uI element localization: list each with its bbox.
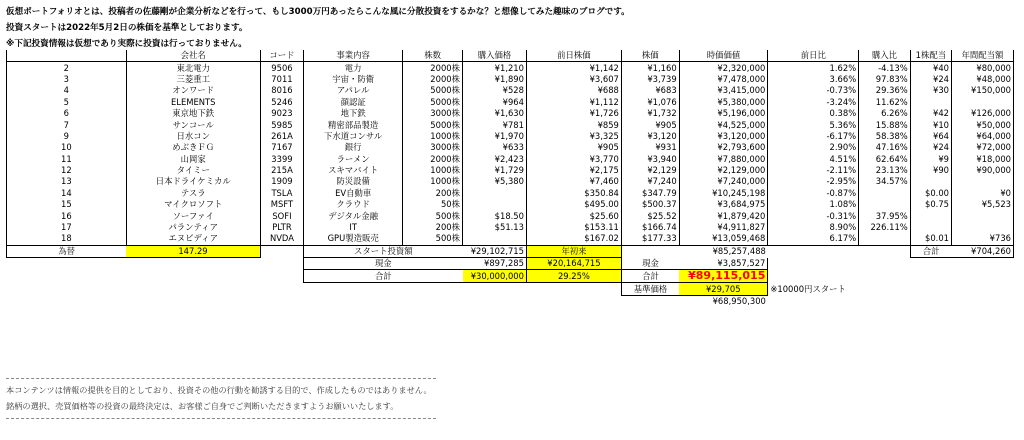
table-cell: ¥2,423 bbox=[463, 154, 527, 165]
table-cell: ¥964 bbox=[463, 97, 527, 108]
table-cell: $347.79 bbox=[621, 188, 679, 199]
header-cell bbox=[7, 50, 127, 62]
table-cell: GPU製造販売 bbox=[304, 233, 403, 245]
header-cell: 購入比 bbox=[859, 50, 911, 62]
table-cell: 山岡家 bbox=[126, 154, 260, 165]
table-cell: 34.57% bbox=[859, 176, 911, 187]
header-cell: 時価価値 bbox=[679, 50, 768, 62]
fx-value: 147.29 bbox=[126, 245, 260, 257]
table-cell: ¥1,726 bbox=[526, 108, 621, 119]
base-value: ¥29,705 bbox=[679, 283, 768, 295]
ytd-pct: 29.25% bbox=[526, 270, 621, 283]
table-row bbox=[7, 233, 1014, 245]
table-cell: マイクロソフト bbox=[126, 199, 260, 210]
table-cell: 10 bbox=[7, 142, 127, 153]
table-cell: 三菱重工 bbox=[126, 74, 260, 85]
table-cell: IT bbox=[304, 222, 403, 233]
header-cell: 前日比 bbox=[768, 50, 859, 62]
table-row bbox=[7, 131, 1014, 142]
table-cell: 2000株 bbox=[403, 62, 463, 74]
table-cell: エヌビディア bbox=[126, 233, 260, 245]
table-cell: 16 bbox=[7, 210, 127, 221]
intro-line-3: ※下記投資情報は仮想であり実際に投資は行っておりません。 bbox=[6, 39, 247, 49]
table-cell: 宇宙・防衛 bbox=[304, 74, 403, 85]
table-cell: 58.38% bbox=[859, 131, 911, 142]
table-cell: 1000株 bbox=[403, 165, 463, 176]
table-cell: ¥42 bbox=[910, 108, 951, 119]
market-total: ¥85,257,488 bbox=[712, 246, 766, 257]
table-cell: ¥24 bbox=[910, 74, 951, 85]
table-cell: 2.90% bbox=[768, 142, 859, 153]
table-row bbox=[7, 119, 1014, 130]
table-cell: ¥1,890 bbox=[463, 74, 527, 85]
table-cell: ¥3,415,000 bbox=[679, 85, 768, 96]
table-cell: -2.11% bbox=[768, 165, 859, 176]
table-cell bbox=[952, 210, 1014, 221]
base-note: ※10000円スタート bbox=[770, 283, 846, 294]
table-cell: デジタル金融 bbox=[304, 210, 403, 221]
table-cell: 0.38% bbox=[768, 108, 859, 119]
table-cell: タイミー bbox=[126, 165, 260, 176]
table-cell: ¥3,684,975 bbox=[679, 199, 768, 210]
table-cell: ¥1,729 bbox=[463, 165, 527, 176]
table-row bbox=[7, 62, 1014, 74]
table-cell: ¥13,059,468 bbox=[679, 233, 768, 245]
table-cell: 6 bbox=[7, 108, 127, 119]
table-cell: 215A bbox=[260, 165, 303, 176]
cash2-label: 現金 bbox=[621, 258, 679, 270]
table-cell: 4 bbox=[7, 85, 127, 96]
table-cell: 下水道コンサル bbox=[304, 131, 403, 142]
table-cell: 23.13% bbox=[859, 165, 911, 176]
table-cell: ¥781 bbox=[463, 119, 527, 130]
table-cell: -4.13% bbox=[859, 62, 911, 74]
start-value: ¥29,102,715 bbox=[463, 245, 527, 257]
table-cell: 5 bbox=[7, 97, 127, 108]
table-cell: ¥40 bbox=[910, 62, 951, 74]
table-cell: -6.17% bbox=[768, 131, 859, 142]
total2-value bbox=[679, 270, 768, 283]
table-cell: 電力 bbox=[304, 62, 403, 74]
table-cell: SOFI bbox=[260, 210, 303, 221]
table-cell: 1000株 bbox=[403, 131, 463, 142]
table-cell: 15 bbox=[7, 199, 127, 210]
table-cell bbox=[952, 222, 1014, 233]
table-cell: ¥150,000 bbox=[952, 85, 1014, 96]
table-cell: $25.52 bbox=[621, 210, 679, 221]
table-cell: ¥1,630 bbox=[463, 108, 527, 119]
table-cell: ¥72,000 bbox=[952, 142, 1014, 153]
table-cell: ソーファイ bbox=[126, 210, 260, 221]
table-cell bbox=[910, 210, 951, 221]
fx-label: 為替 bbox=[7, 245, 127, 257]
table-cell: $0.01 bbox=[910, 233, 951, 245]
table-cell: ¥90 bbox=[910, 165, 951, 176]
table-cell: ¥64 bbox=[910, 131, 951, 142]
table-cell: ¥905 bbox=[621, 119, 679, 130]
table-row bbox=[7, 165, 1014, 176]
table-cell: 17 bbox=[7, 222, 127, 233]
table-cell bbox=[859, 188, 911, 199]
table-cell: $500.37 bbox=[621, 199, 679, 210]
table-cell: ¥10 bbox=[910, 119, 951, 130]
table-row bbox=[7, 222, 1014, 233]
table-cell: 3399 bbox=[260, 154, 303, 165]
table-cell: 6.17% bbox=[768, 233, 859, 245]
table-cell: ¥859 bbox=[526, 119, 621, 130]
total2-label: 合計 bbox=[621, 270, 679, 283]
table-cell bbox=[859, 199, 911, 210]
header-cell: 1株配当 bbox=[910, 50, 951, 62]
table-cell: 東北電力 bbox=[126, 62, 260, 74]
table-cell: 18 bbox=[7, 233, 127, 245]
table-cell: 1.08% bbox=[768, 199, 859, 210]
table-cell: 日本ドライケミカル bbox=[126, 176, 260, 187]
table-cell: $350.84 bbox=[526, 188, 621, 199]
table-cell: 500株 bbox=[403, 210, 463, 221]
table-cell: ¥3,325 bbox=[526, 131, 621, 142]
table-cell: ¥633 bbox=[463, 142, 527, 153]
table-cell: ¥2,129 bbox=[621, 165, 679, 176]
table-cell: ¥1,879,420 bbox=[679, 210, 768, 221]
table-cell: 8016 bbox=[260, 85, 303, 96]
total2-amount: ¥89,115,015 bbox=[688, 269, 766, 283]
table-cell: ¥905 bbox=[526, 142, 621, 153]
header-cell: 年間配当額 bbox=[952, 50, 1014, 62]
table-cell: アパレル bbox=[304, 85, 403, 96]
table-cell: 日水コン bbox=[126, 131, 260, 142]
table-cell: ¥10,245,198 bbox=[679, 188, 768, 199]
table-cell: ¥3,739 bbox=[621, 74, 679, 85]
cash2-value: ¥3,857,527 bbox=[679, 258, 768, 270]
table-cell: -0.87% bbox=[768, 188, 859, 199]
table-cell: 1.62% bbox=[768, 62, 859, 74]
table-cell: 37.95% bbox=[859, 210, 911, 221]
table-cell: ¥688 bbox=[526, 85, 621, 96]
table-cell: 5.36% bbox=[768, 119, 859, 130]
table-cell bbox=[910, 222, 951, 233]
table-cell: 防災設備 bbox=[304, 176, 403, 187]
table-cell: ¥2,129,000 bbox=[679, 165, 768, 176]
table-cell: 261A bbox=[260, 131, 303, 142]
table-cell: 5985 bbox=[260, 119, 303, 130]
table-cell: ¥48,000 bbox=[952, 74, 1014, 85]
table-cell: ¥736 bbox=[952, 233, 1014, 245]
table-cell: $153.11 bbox=[526, 222, 621, 233]
table-cell: 地下鉄 bbox=[304, 108, 403, 119]
table-cell bbox=[910, 176, 951, 187]
table-cell: クラウド bbox=[304, 199, 403, 210]
table-cell: 2 bbox=[7, 62, 127, 74]
table-cell: ¥1,970 bbox=[463, 131, 527, 142]
footer-divider-top bbox=[6, 378, 436, 379]
table-cell: ¥4,525,000 bbox=[679, 119, 768, 130]
table-cell: ¥3,120,000 bbox=[679, 131, 768, 142]
table-cell: ¥7,478,000 bbox=[679, 74, 768, 85]
table-cell: 200株 bbox=[403, 222, 463, 233]
footer-line-1: 本コンテンツは情報の提供を目的としており、投資その他の行動を勧誘する目的で、作成したものではありません。 bbox=[6, 385, 432, 395]
header-cell: 事業内容 bbox=[304, 50, 403, 62]
table-header-row bbox=[7, 50, 1014, 62]
table-cell: ¥5,196,000 bbox=[679, 108, 768, 119]
table-row bbox=[7, 97, 1014, 108]
extra-value: ¥68,950,300 bbox=[712, 296, 766, 306]
table-cell: 顔認証 bbox=[304, 97, 403, 108]
table-cell bbox=[463, 199, 527, 210]
table-cell: ¥1,142 bbox=[526, 62, 621, 74]
table-cell: EV自動車 bbox=[304, 188, 403, 199]
table-cell: ¥683 bbox=[621, 85, 679, 96]
table-cell: $0.00 bbox=[910, 188, 951, 199]
table-cell: PLTR bbox=[260, 222, 303, 233]
table-row bbox=[7, 108, 1014, 119]
total-label: 合計 bbox=[304, 270, 463, 283]
table-cell: 12 bbox=[7, 165, 127, 176]
table-cell: 5246 bbox=[260, 97, 303, 108]
table-cell: ¥5,380,000 bbox=[679, 97, 768, 108]
table-cell: 11 bbox=[7, 154, 127, 165]
table-cell: $177.33 bbox=[621, 233, 679, 245]
table-cell: 3000株 bbox=[403, 142, 463, 153]
table-cell: 200株 bbox=[403, 188, 463, 199]
cash-value: ¥897,285 bbox=[463, 258, 527, 270]
table-cell: 3 bbox=[7, 74, 127, 85]
table-cell: 8.90% bbox=[768, 222, 859, 233]
table-cell: ¥5,523 bbox=[952, 199, 1014, 210]
table-cell: 7 bbox=[7, 119, 127, 130]
table-row bbox=[7, 199, 1014, 210]
footer-line-2: 銘柄の選択、売買価格等の投資の最終決定は、お客様ご自身でご判断いただきますようお願いいたします。 bbox=[6, 401, 399, 411]
portfolio-body bbox=[7, 50, 1014, 245]
table-cell: 15.88% bbox=[859, 119, 911, 130]
table-row bbox=[7, 74, 1014, 85]
table-cell: MSFT bbox=[260, 199, 303, 210]
table-cell: ¥7,880,000 bbox=[679, 154, 768, 165]
table-cell: -0.31% bbox=[768, 210, 859, 221]
table-cell: 2000株 bbox=[403, 74, 463, 85]
table-cell: 500株 bbox=[403, 233, 463, 245]
table-cell: ¥3,607 bbox=[526, 74, 621, 85]
table-cell: ¥7,240 bbox=[621, 176, 679, 187]
table-cell bbox=[910, 97, 951, 108]
base-label: 基準価格 bbox=[621, 283, 679, 295]
table-cell: 精密部品製造 bbox=[304, 119, 403, 130]
table-cell: ¥2,793,600 bbox=[679, 142, 768, 153]
table-cell: 6.26% bbox=[859, 108, 911, 119]
table-cell bbox=[952, 97, 1014, 108]
table-cell: ¥7,240,000 bbox=[679, 176, 768, 187]
table-cell: TSLA bbox=[260, 188, 303, 199]
table-cell: ¥90,000 bbox=[952, 165, 1014, 176]
table-cell: 東京地下鉄 bbox=[126, 108, 260, 119]
table-cell: ¥64,000 bbox=[952, 131, 1014, 142]
table-cell: 5000株 bbox=[403, 97, 463, 108]
table-cell: $495.00 bbox=[526, 199, 621, 210]
table-cell: NVDA bbox=[260, 233, 303, 245]
table-cell: めぶきＦＧ bbox=[126, 142, 260, 153]
ytd-label: 年初来 bbox=[526, 245, 621, 257]
table-row bbox=[7, 176, 1014, 187]
table-cell: ¥0 bbox=[952, 188, 1014, 199]
table-cell: 47.16% bbox=[859, 142, 911, 153]
table-cell: ¥3,770 bbox=[526, 154, 621, 165]
table-cell: ¥18,000 bbox=[952, 154, 1014, 165]
table-cell: -0.73% bbox=[768, 85, 859, 96]
table-cell: 50株 bbox=[403, 199, 463, 210]
table-cell: 7167 bbox=[260, 142, 303, 153]
table-cell: 1000株 bbox=[403, 176, 463, 187]
ytd-value: ¥20,164,715 bbox=[526, 258, 621, 270]
table-cell bbox=[859, 233, 911, 245]
table-cell bbox=[463, 233, 527, 245]
table-row bbox=[7, 154, 1014, 165]
table-cell: スキマバイト bbox=[304, 165, 403, 176]
div-total-label: 合計 bbox=[910, 245, 951, 257]
table-row bbox=[7, 85, 1014, 96]
header-cell: 株価 bbox=[621, 50, 679, 62]
table-cell: サンコール bbox=[126, 119, 260, 130]
table-cell: 62.64% bbox=[859, 154, 911, 165]
table-cell: ¥3,940 bbox=[621, 154, 679, 165]
table-cell: $25.60 bbox=[526, 210, 621, 221]
table-cell: ¥1,112 bbox=[526, 97, 621, 108]
table-cell: ¥1,160 bbox=[621, 62, 679, 74]
cash-label: 現金 bbox=[304, 258, 463, 270]
table-cell: オンワード bbox=[126, 85, 260, 96]
start-label: スタート投資額 bbox=[304, 245, 463, 257]
table-cell: ¥1,732 bbox=[621, 108, 679, 119]
table-cell: ¥3,120 bbox=[621, 131, 679, 142]
table-cell: ¥24 bbox=[910, 142, 951, 153]
table-cell: ¥2,175 bbox=[526, 165, 621, 176]
table-cell: ¥1,210 bbox=[463, 62, 527, 74]
table-cell: パランティア bbox=[126, 222, 260, 233]
summary-block bbox=[7, 245, 1014, 307]
table-cell: ¥528 bbox=[463, 85, 527, 96]
header-cell: コード bbox=[260, 50, 303, 62]
table-cell: ¥30 bbox=[910, 85, 951, 96]
table-cell: ¥7,460 bbox=[526, 176, 621, 187]
table-cell: $0.75 bbox=[910, 199, 951, 210]
table-cell: 4.51% bbox=[768, 154, 859, 165]
table-row bbox=[7, 142, 1014, 153]
table-cell: -3.24% bbox=[768, 97, 859, 108]
table-cell: テスラ bbox=[126, 188, 260, 199]
table-cell: ¥126,000 bbox=[952, 108, 1014, 119]
table-cell: 1909 bbox=[260, 176, 303, 187]
table-cell: ¥5,380 bbox=[463, 176, 527, 187]
table-cell: ¥80,000 bbox=[952, 62, 1014, 74]
table-cell: 5000株 bbox=[403, 85, 463, 96]
table-cell: 226.11% bbox=[859, 222, 911, 233]
table-cell: 2000株 bbox=[403, 154, 463, 165]
header-cell: 会社名 bbox=[126, 50, 260, 62]
table-cell: ¥50,000 bbox=[952, 119, 1014, 130]
table-cell: 5000株 bbox=[403, 119, 463, 130]
table-cell: $166.74 bbox=[621, 222, 679, 233]
header-cell: 前日株価 bbox=[526, 50, 621, 62]
table-cell: 7011 bbox=[260, 74, 303, 85]
table-cell: ¥1,076 bbox=[621, 97, 679, 108]
table-cell: 3.66% bbox=[768, 74, 859, 85]
table-cell: 銀行 bbox=[304, 142, 403, 153]
table-cell: 3000株 bbox=[403, 108, 463, 119]
table-cell: ¥2,320,000 bbox=[679, 62, 768, 74]
intro-line-2: 投資スタートは2022年5月2日の株価を基準としております。 bbox=[6, 23, 248, 33]
table-cell bbox=[463, 188, 527, 199]
table-cell: ¥931 bbox=[621, 142, 679, 153]
table-cell: 14 bbox=[7, 188, 127, 199]
table-cell: 11.62% bbox=[859, 97, 911, 108]
footer-divider-bottom bbox=[6, 418, 436, 419]
table-cell: -2.95% bbox=[768, 176, 859, 187]
table-cell: ¥9 bbox=[910, 154, 951, 165]
table-cell: 97.83% bbox=[859, 74, 911, 85]
table-cell: 9023 bbox=[260, 108, 303, 119]
table-cell: 13 bbox=[7, 176, 127, 187]
table-cell: ラーメン bbox=[304, 154, 403, 165]
table-cell: ELEMENTS bbox=[126, 97, 260, 108]
table-cell bbox=[952, 176, 1014, 187]
table-cell: ¥4,911,827 bbox=[679, 222, 768, 233]
table-cell: 29.36% bbox=[859, 85, 911, 96]
table-row bbox=[7, 188, 1014, 199]
table-cell: 9506 bbox=[260, 62, 303, 74]
total-value: ¥30,000,000 bbox=[463, 270, 527, 283]
header-cell: 株数 bbox=[403, 50, 463, 62]
table-cell: $51.13 bbox=[463, 222, 527, 233]
portfolio-table bbox=[6, 50, 1014, 307]
table-cell: $167.02 bbox=[526, 233, 621, 245]
div-total-value: ¥704,260 bbox=[952, 245, 1014, 257]
intro-line-1: 仮想ポートフォリオとは、投稿者の佐藤剛が企業分析などを行って、もし3000万円あったらこんな風に分散投資をするかな？と想像してみた趣味のブログです。 bbox=[6, 7, 630, 17]
table-cell: 9 bbox=[7, 131, 127, 142]
table-row bbox=[7, 210, 1014, 221]
header-cell: 購入価格 bbox=[463, 50, 527, 62]
table-cell: $18.50 bbox=[463, 210, 527, 221]
